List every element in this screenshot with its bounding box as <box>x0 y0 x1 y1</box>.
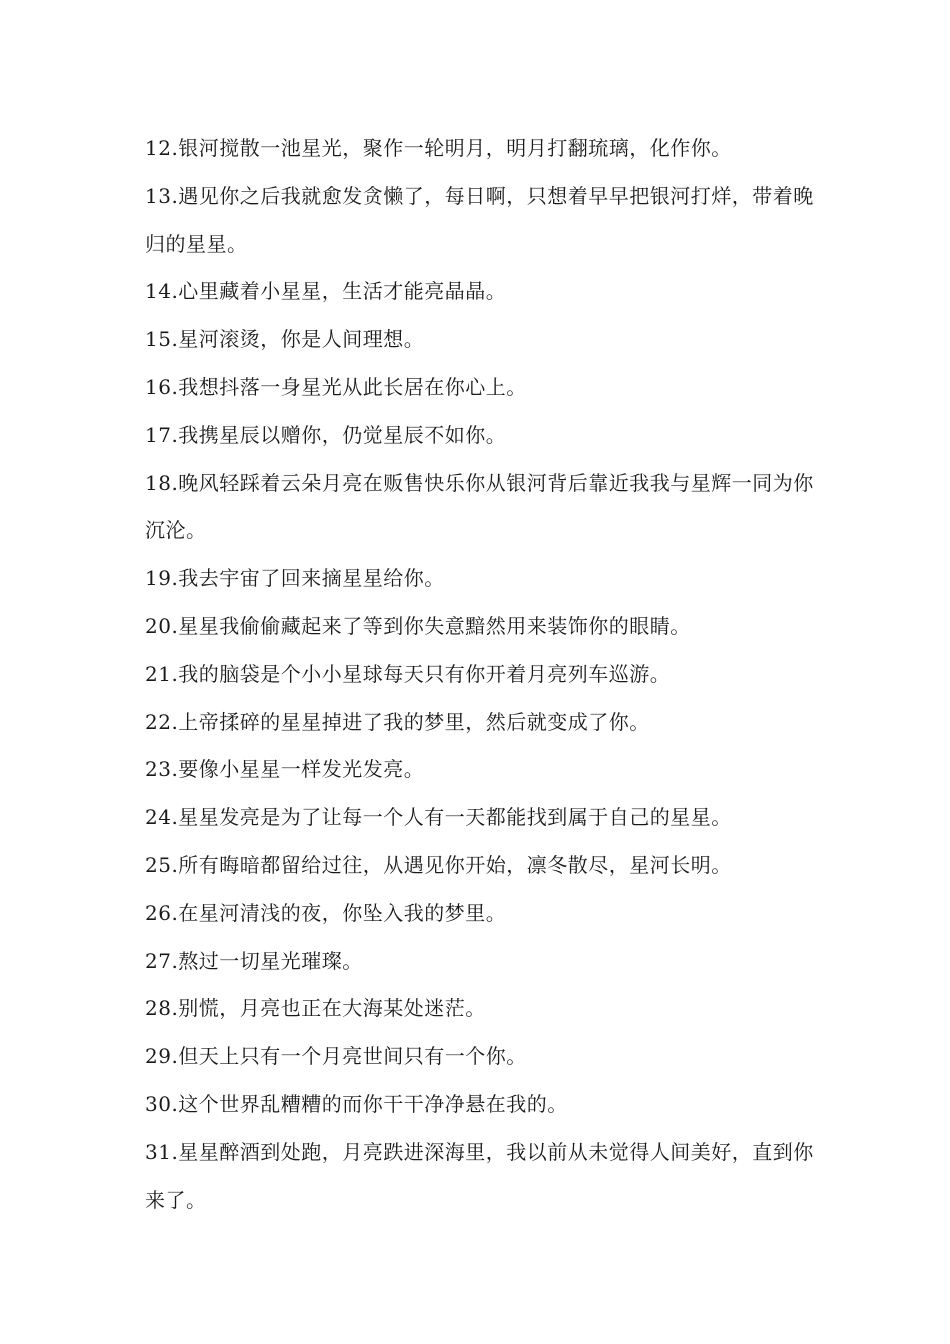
quote-list <box>145 125 815 1224</box>
quote-item-15: 15.星河滚烫，你是人间理想。 <box>145 327 425 352</box>
quote-item-17: 17.我携星辰以赠你，仍觉星辰不如你。 <box>145 422 507 447</box>
quote-item-12: 12.银河搅散一池星光，聚作一轮明月，明月打翻琉璃，化作你。 <box>145 136 732 160</box>
quote-item-21: 21.我的脑袋是个小小星球每天只有你开着月亮列车巡游。 <box>145 661 671 686</box>
quote-item-30: 30.这个世界乱糟糟的而你干干净净悬在我的。 <box>145 1091 568 1116</box>
quote-item-14: 14.心里藏着小星星，生活才能亮晶晶。 <box>145 279 507 304</box>
quote-item-24: 24.星星发亮是为了让每一个人有一天都能找到属于自己的星星。 <box>145 805 732 830</box>
quote-item-22: 22.上帝揉碎的星星掉进了我的梦里，然后就变成了你。 <box>145 709 650 734</box>
quote-item-13: 13.遇见你之后我就愈发贪懒了，每日啊，只想着早早把银河打烊，带着晚归的星星。 <box>145 183 814 256</box>
quote-item-28: 28.别慌，月亮也正在大海某处迷茫。 <box>145 996 486 1021</box>
quote-item-31: 31.星星醉酒到处跑，月亮跌进深海里，我以前从未觉得人间美好，直到你来了。 <box>145 1139 814 1212</box>
quote-item-23: 23.要像小星星一样发光发亮。 <box>145 757 425 782</box>
quote-item-18: 18.晚风轻踩着云朵月亮在贩售快乐你从银河背后靠近我我与星辉一同为你沉沦。 <box>145 470 814 543</box>
quote-item-20: 20.星星我偷偷藏起来了等到你失意黯然用来装饰你的眼睛。 <box>145 613 691 638</box>
quote-item-16: 16.我想抖落一身星光从此长居在你心上。 <box>145 374 527 399</box>
quote-item-19: 19.我去宇宙了回来摘星星给你。 <box>145 566 445 591</box>
quote-item-27: 27.熬过一切星光璀璨。 <box>145 948 363 973</box>
quote-item-29: 29.但天上只有一个月亮世间只有一个你。 <box>145 1044 527 1069</box>
quote-item-26: 26.在星河清浅的夜，你坠入我的梦里。 <box>145 900 507 925</box>
quote-item-25: 25.所有晦暗都留给过往，从遇见你开始，凛冬散尽，星河长明。 <box>145 852 732 877</box>
